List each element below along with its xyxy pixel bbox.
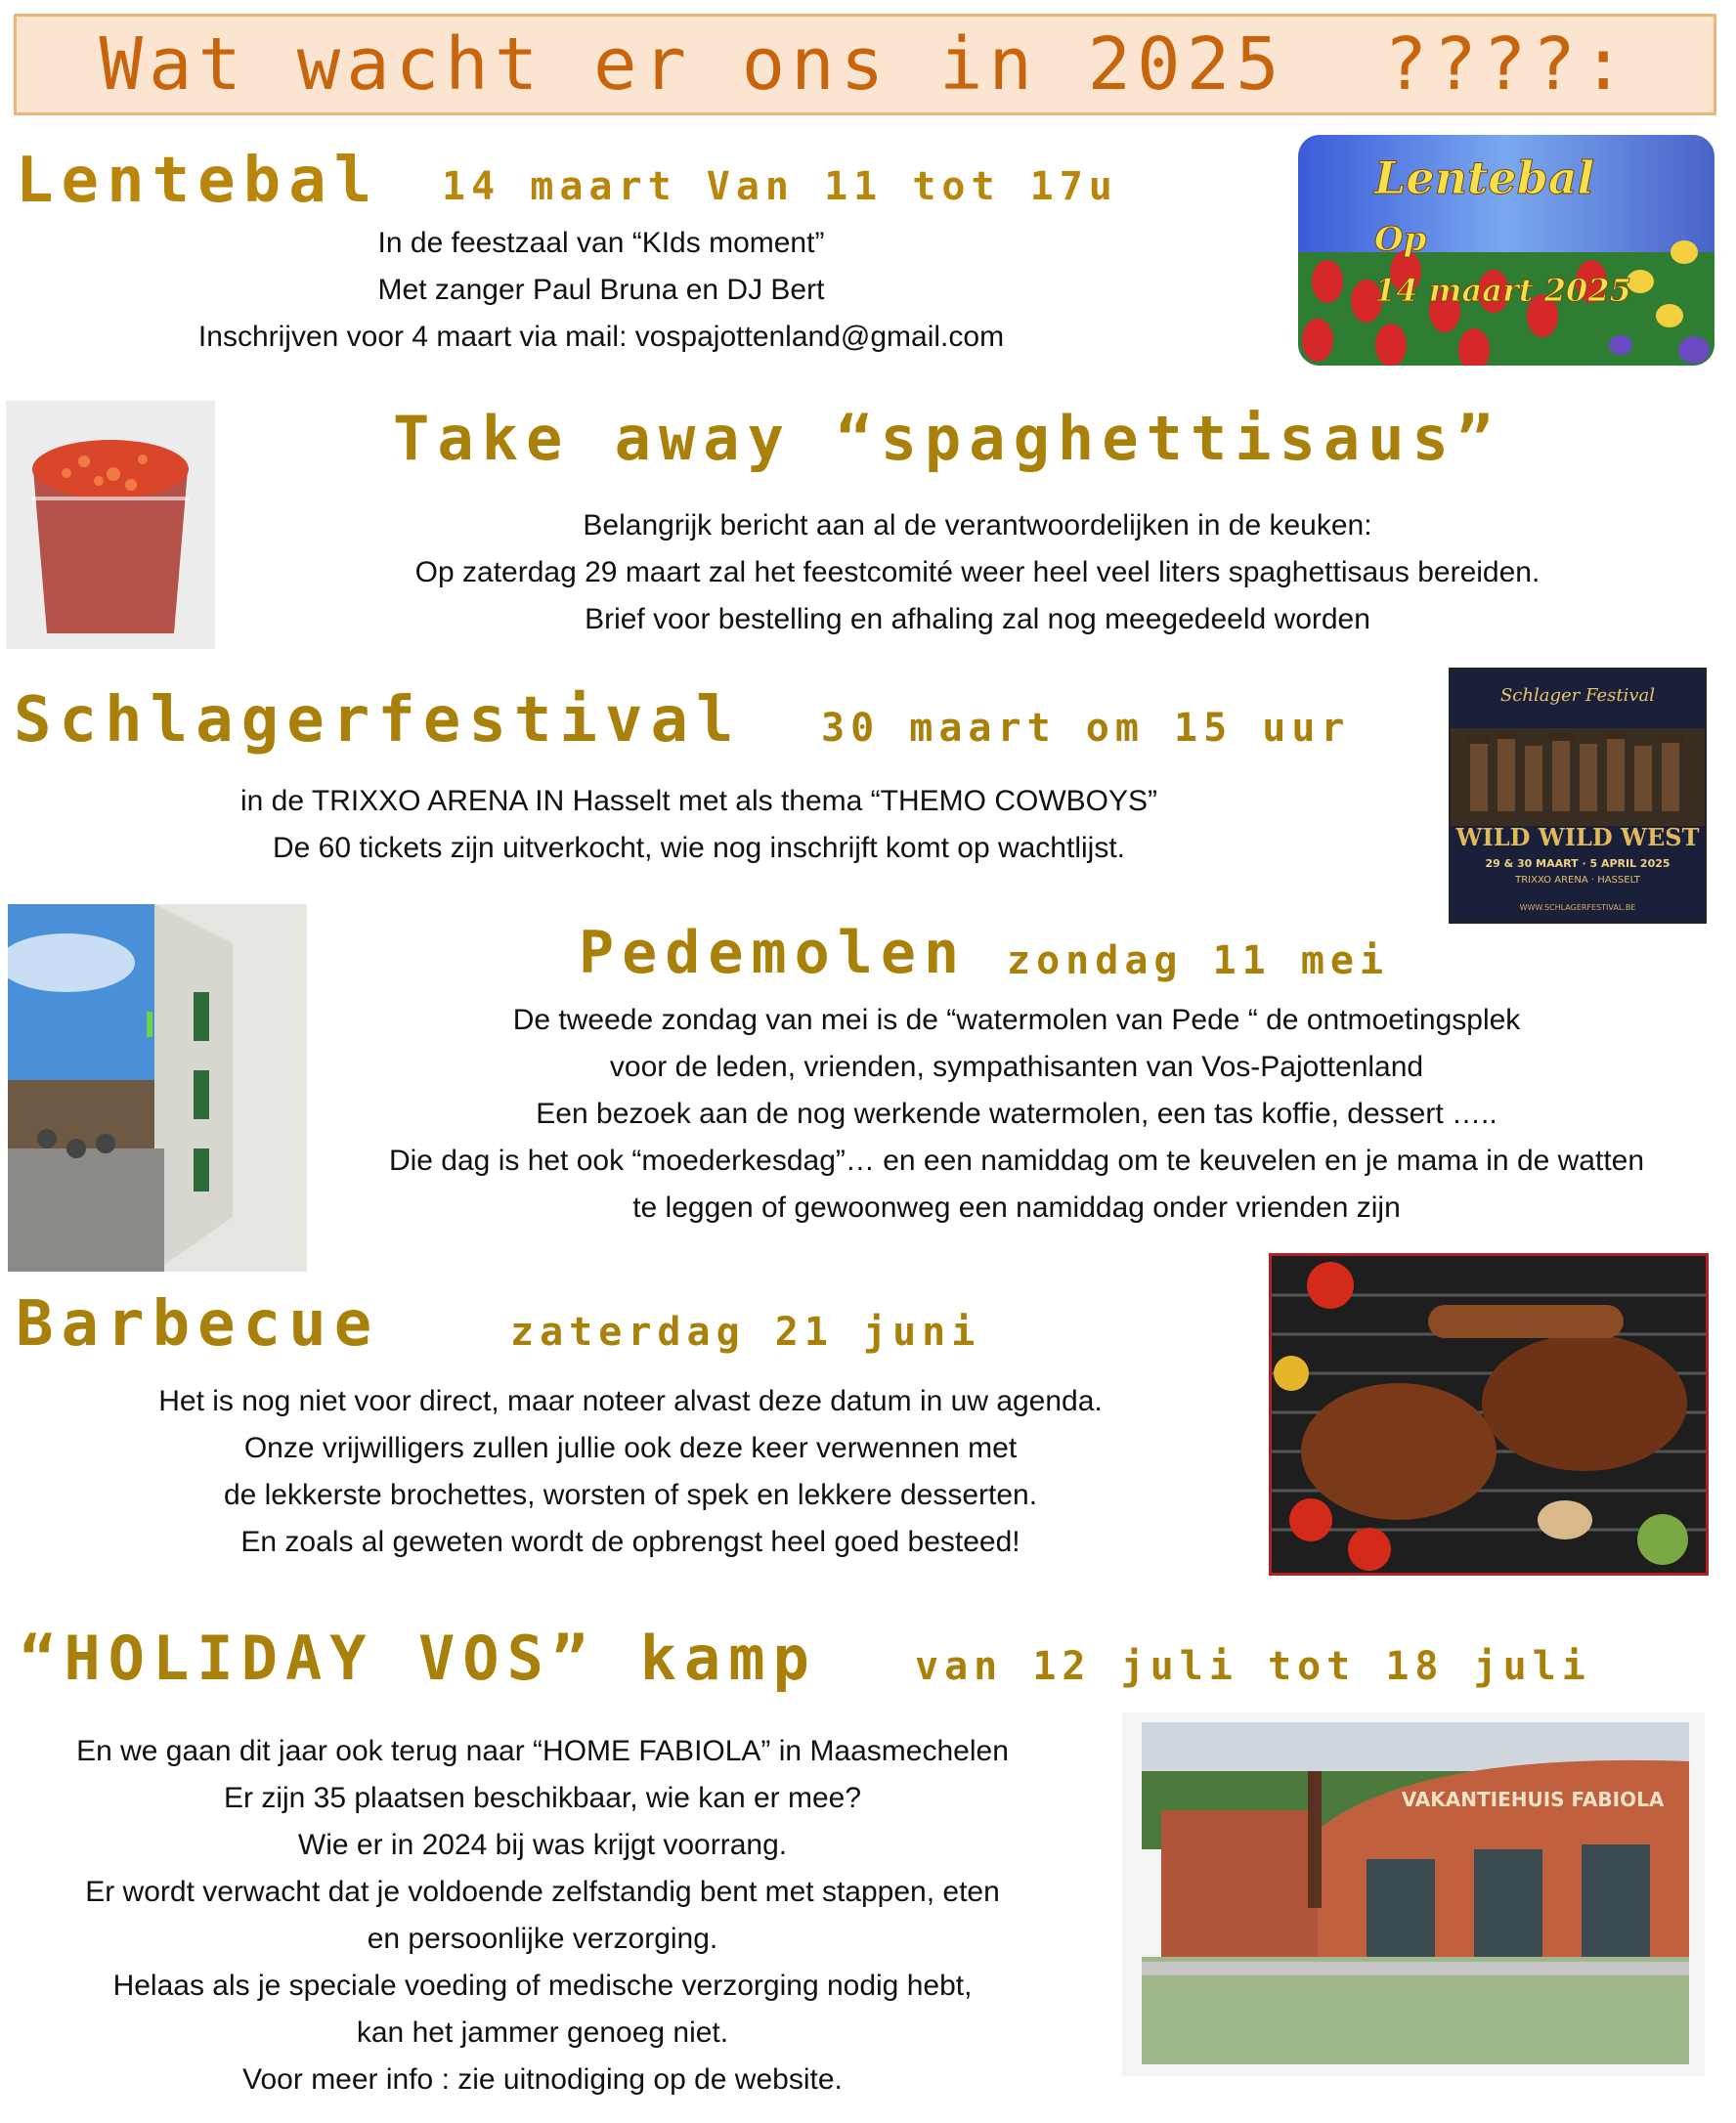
page-title-banner <box>14 14 1716 115</box>
barbecue-photo <box>1269 1253 1709 1576</box>
schlager-line: in de TRIXXO ARENA IN Hasselt met als thema “THEMO COWBOYS” <box>239 785 1157 817</box>
holiday-line: kan het jammer genoeg niet. <box>356 2016 729 2049</box>
lentebal-poster-op: Op <box>1374 220 1427 259</box>
home-fabiola-photo <box>1122 1712 1705 2076</box>
schlager-text <box>147 778 1251 872</box>
lentebal-heading: Lentebal <box>16 145 380 217</box>
lentebal-poster-image <box>1298 135 1714 366</box>
schlager-poster-venue: TRIXXO ARENA · HASSELT <box>1515 875 1640 886</box>
page-title: Wat wacht er ons in 2025 ????: <box>99 22 1631 107</box>
holiday-line: En we gaan dit jaar ook terug naar “HOME FABIOLA” in Maasmechelen <box>76 1735 1009 1767</box>
barbecue-text <box>98 1378 1163 1566</box>
holiday-heading: “HOLIDAY VOS” kamp <box>20 1623 817 1694</box>
pedemolen-line: Een bezoek aan de nog werkende watermolen, een tas koffie, dessert ….. <box>536 1098 1497 1130</box>
schlager-poster-image <box>1449 668 1707 924</box>
lentebal-line: In de feestzaal van “KIds moment” <box>377 227 825 259</box>
pedemolen-line: te leggen of gewoonweg een namiddag onder vrienden zijn <box>632 1191 1401 1224</box>
lentebal-date: 14 maart Van 11 tot 17u <box>442 164 1118 209</box>
schlager-poster-theme: WILD WILD WEST <box>1455 823 1700 851</box>
spaghetti-heading: Take away “spaghettisaus” <box>393 403 1501 474</box>
holiday-line: en persoonlijke verzorging. <box>367 1923 718 1955</box>
spaghetti-line: Belangrijk bericht aan al de verantwoordelijken in de keuken: <box>583 509 1372 542</box>
pedemolen-heading: Pedemolen <box>579 919 968 987</box>
spaghetti-sauce-image <box>6 401 215 649</box>
spaghetti-line: Brief voor bestelling en afhaling zal nog meegedeeld worden <box>585 603 1370 635</box>
pedemolen-line: De tweede zondag van mei is de “watermolen van Pede “ de ontmoetingsplek <box>512 1004 1521 1036</box>
holiday-line: Helaas als je speciale voeding of medische verzorging nodig hebt, <box>112 1970 973 2002</box>
barbecue-line: de lekkerste brochettes, worsten of spek en lekkere desserten. <box>223 1479 1038 1511</box>
schlager-poster-site: WWW.SCHLAGERFESTIVAL.BE <box>1519 903 1636 912</box>
barbecue-line: Onze vrijwilligers zullen jullie ook deze keer verwennen met <box>243 1432 1018 1464</box>
schlager-heading: Schlagerfestival <box>14 684 742 757</box>
pedemolen-text <box>323 997 1711 1232</box>
spaghetti-text <box>332 502 1623 643</box>
holiday-text <box>20 1728 1065 2103</box>
holiday-line: Wie er in 2024 bij was krijgt voorrang. <box>297 1829 788 1861</box>
schlager-date: 30 maart om 15 uur <box>821 706 1351 751</box>
lentebal-text <box>147 220 1056 361</box>
holiday-line: Er wordt verwacht dat je voldoende zelfstandig bent met stappen, eten <box>85 1876 1000 1908</box>
pedemolen-line: Die dag is het ook “moederkesdag”… en een namiddag om te keuvelen en je mama in de watten <box>388 1145 1645 1177</box>
barbecue-line: En zoals al geweten wordt de opbrengst heel goed besteed! <box>240 1526 1020 1558</box>
lentebal-line: Met zanger Paul Bruna en DJ Bert <box>377 274 825 306</box>
pedemolen-line: voor de leden, vrienden, sympathisanten van Vos-Pajottenland <box>609 1051 1424 1083</box>
holiday-line: Er zijn 35 plaatsen beschikbaar, wie kan er mee? <box>223 1782 862 1814</box>
schlager-poster-dates: 29 & 30 MAART · 5 APRIL 2025 <box>1485 857 1671 870</box>
lentebal-poster-title: Lentebal <box>1374 152 1595 204</box>
barbecue-line: Het is nog niet voor direct, maar noteer alvast deze datum in uw agenda. <box>158 1385 1103 1417</box>
pedemolen-photo <box>8 904 307 1272</box>
schlager-line: De 60 tickets zijn uitverkocht, wie nog inschrijft komt op wachtlijst. <box>272 832 1125 864</box>
holiday-line: Voor meer info : zie uitnodiging op de website. <box>242 2063 843 2096</box>
lentebal-line: Inschrijven voor 4 maart via mail: vospajottenland@gmail.com <box>197 321 1005 353</box>
home-fabiola-sign: VAKANTIEHUIS FABIOLA <box>1401 1788 1665 1811</box>
barbecue-heading: Barbecue <box>16 1288 380 1361</box>
spaghetti-line: Op zaterdag 29 maart zal het feestcomité weer heel veel liters spaghettisaus bereiden. <box>414 556 1541 588</box>
schlager-poster-logo: Schlager Festival <box>1499 685 1656 706</box>
pedemolen-date: zondag 11 mei <box>1007 938 1390 983</box>
barbecue-date: zaterdag 21 juni <box>510 1310 981 1355</box>
holiday-date: van 12 juli tot 18 juli <box>915 1644 1591 1689</box>
lentebal-poster-date: 14 maart 2025 <box>1374 272 1631 309</box>
